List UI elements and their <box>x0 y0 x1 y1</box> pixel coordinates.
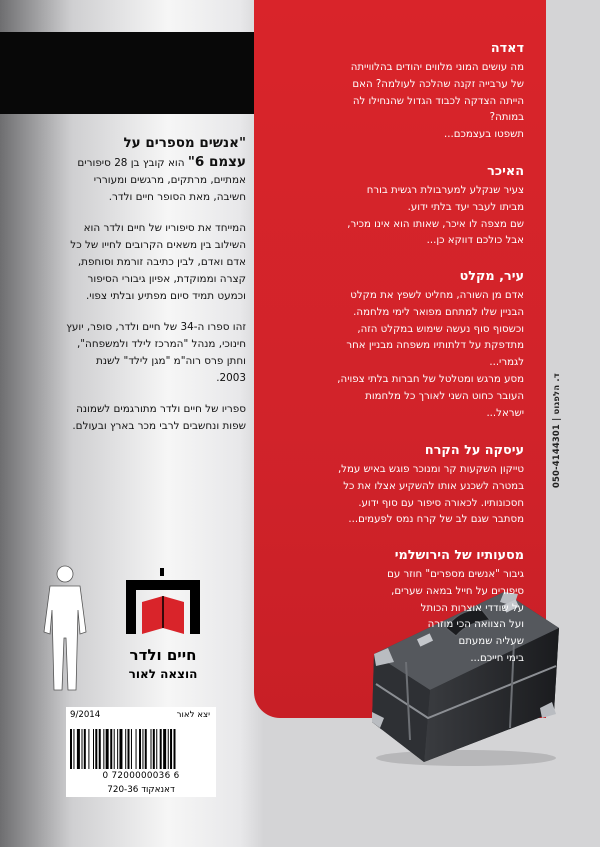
black-band <box>0 32 254 114</box>
story-line: אבל כולכם דווקא כן... <box>426 235 524 247</box>
barcode-bar <box>170 729 172 769</box>
story-line: ועל הצוואה הכי מוזרה <box>427 619 524 631</box>
barcode-header <box>70 710 210 720</box>
story-line: על שודדי אוצרות הכותל <box>420 602 524 614</box>
barcode-bar <box>99 729 101 769</box>
story-heading: האיכר <box>487 164 524 179</box>
left-column <box>66 134 246 449</box>
barcode-bar <box>163 729 166 769</box>
story-jerusalemite <box>262 547 524 668</box>
barcode-bar <box>151 729 152 769</box>
story-line: טייקון השקעות קר ומנוכר פוגש באיש עמל, <box>337 464 524 475</box>
left-paragraph-3: זהו ספרו ה-34 של חיים ולדר, סופר, יועץ חינוכי, מנהל "המרכז לילד ולמשפחה", וחתן פרס רוה"מ "מגן לילד" לשנת 2003. <box>66 321 246 384</box>
story-line: במותה? <box>489 112 524 124</box>
barcode-bar <box>145 729 147 769</box>
barcode-box <box>66 707 216 797</box>
intro-text: הוא קובץ בן 28 סיפורים אמתיים, מרתקים, מרגשים ומעוררי חשיבה, מאת הסופר חיים ולדר. <box>77 157 246 203</box>
barcode-bar <box>142 729 143 769</box>
barcode-bar <box>168 729 169 769</box>
publisher-label: יצא לאור <box>176 710 210 720</box>
barcode-bar <box>156 729 157 769</box>
story-text <box>262 60 524 144</box>
man-silhouette-icon <box>36 562 94 692</box>
barcode-bar <box>70 729 72 769</box>
logo-subtitle-text: הוצאה לאור <box>128 667 198 681</box>
story-line: בימי חייכם... <box>470 652 524 664</box>
barcode-bars <box>68 729 214 769</box>
story-line: תשפטו בעצמכם... <box>444 129 524 141</box>
barcode-bar <box>93 729 94 769</box>
story-line: מסתבר שגם לב של קרח נמס לפעמים... <box>348 514 524 526</box>
catalog-code: דאנאקוד 720-36 <box>107 785 175 795</box>
barcode-bar <box>136 729 137 769</box>
barcode-number: 0 7200000036 6 <box>102 771 180 781</box>
story-line: שעליה שמעתם <box>458 636 524 648</box>
intro-paragraph <box>66 134 246 206</box>
story-heading: עיר, מקלט <box>459 269 524 284</box>
story-line: חסכונותיו. לכאורה סיפור עם סוף ידוע. <box>358 497 524 509</box>
story-line: גיבור "אנשים מספרים" חוזר עם <box>387 569 524 580</box>
barcode-bar <box>125 729 126 769</box>
story-line: לגמרי... <box>489 357 524 369</box>
left-paragraph-2: המייחד את סיפוריו של חיים ולדר הוא השילוב בין משאים הקרובים לחייו של כל אדם ואדם, לבין כתיבה זורמת וסוחפת, קצרה וממוקדת, אפיון גיבורי הסיפור וכמעט תמיד סיום מפתיע ובלתי צפוי. <box>70 222 246 302</box>
barcode-bar <box>139 729 141 769</box>
publish-date: 9/2014 <box>70 710 101 720</box>
publisher-logo <box>120 566 206 684</box>
story-heading: עיסקה על הקרח <box>424 443 524 458</box>
barcode-bar <box>106 729 109 769</box>
story-line: העובר כחוט השני לאורך כל מלחמות <box>365 390 524 402</box>
story-line: שם מצפה לו איכר, שאותו הוא אינו מכיר, <box>347 218 524 230</box>
story-line: מביתו לעבר יעד בלתי ידוע. <box>407 201 524 213</box>
story-text <box>262 183 524 250</box>
barcode-bar <box>103 729 104 769</box>
barcode-bar <box>73 729 74 769</box>
barcode-bar <box>174 729 176 769</box>
left-paragraph-4: ספריו של חיים ולדר מתורגמים לשמונה שפות ונחשבים לרבי מכר בארץ ובעולם. <box>72 403 246 432</box>
barcode-bar <box>153 729 155 769</box>
logo-name-text: חיים ולדר <box>129 646 197 664</box>
story-ice-deal <box>262 442 524 529</box>
barcode-bar <box>131 729 132 769</box>
barcode-bar <box>114 729 115 769</box>
story-line: אדם מן השורה, מחליט לשפץ את מקלט <box>350 290 524 301</box>
barcode-bar <box>160 729 162 769</box>
story-line: הייתה הצדקה לכבוד הגדול שהנחילו לה <box>352 95 524 107</box>
story-city-shelter <box>262 268 524 422</box>
story-line: מסע מרגש ומטלטל של חברות בלתי צפויה, <box>337 373 524 385</box>
story-line: מה עושים המוני מלווים יהודים בהלווייתה <box>350 62 524 73</box>
book-title-line2: עצמם 6" <box>187 154 246 170</box>
barcode-bar <box>77 729 80 769</box>
story-line: במטרה לשכנע אותו להשקיע אצלו את כל <box>343 480 524 492</box>
story-heading: דאדה <box>490 41 524 56</box>
story-text <box>262 462 524 529</box>
barcode-bar <box>110 729 112 769</box>
story-dada <box>262 40 524 144</box>
story-line: ישראל... <box>486 407 524 419</box>
barcode-bar <box>95 729 97 769</box>
designer-credit: ד. הלפגוט | 050-4144301 <box>551 373 561 488</box>
story-line: מתדפקת על דלתותיו משפחה מבניין אחר <box>346 340 524 352</box>
story-line: צעיר שנקלע למערבולת רגשית בורח <box>366 185 524 196</box>
barcode-bar <box>128 729 130 769</box>
story-text <box>262 567 524 668</box>
story-line: סיפורים על חייל במאה שערים, <box>391 585 524 597</box>
barcode-bar <box>88 729 89 769</box>
story-farmer <box>262 163 524 250</box>
barcode-bar <box>84 729 86 769</box>
story-heading: מסעותיו של הירושלמי <box>394 548 524 563</box>
barcode-bar <box>117 729 118 769</box>
book-title-line1: "אנשים מספרים על <box>123 135 246 151</box>
story-line: וכשסוף סוף נעשה שימוש במקלט הזה, <box>357 323 524 335</box>
barcode-bar <box>82 729 83 769</box>
story-line: הבניין שלו למתחם מפואר לימי מלחמה. <box>353 306 524 318</box>
barcode-bar <box>119 729 122 769</box>
story-text <box>262 288 524 422</box>
story-line: של ערבייה זקנה שהלכה לעולמה? האם <box>352 78 524 90</box>
